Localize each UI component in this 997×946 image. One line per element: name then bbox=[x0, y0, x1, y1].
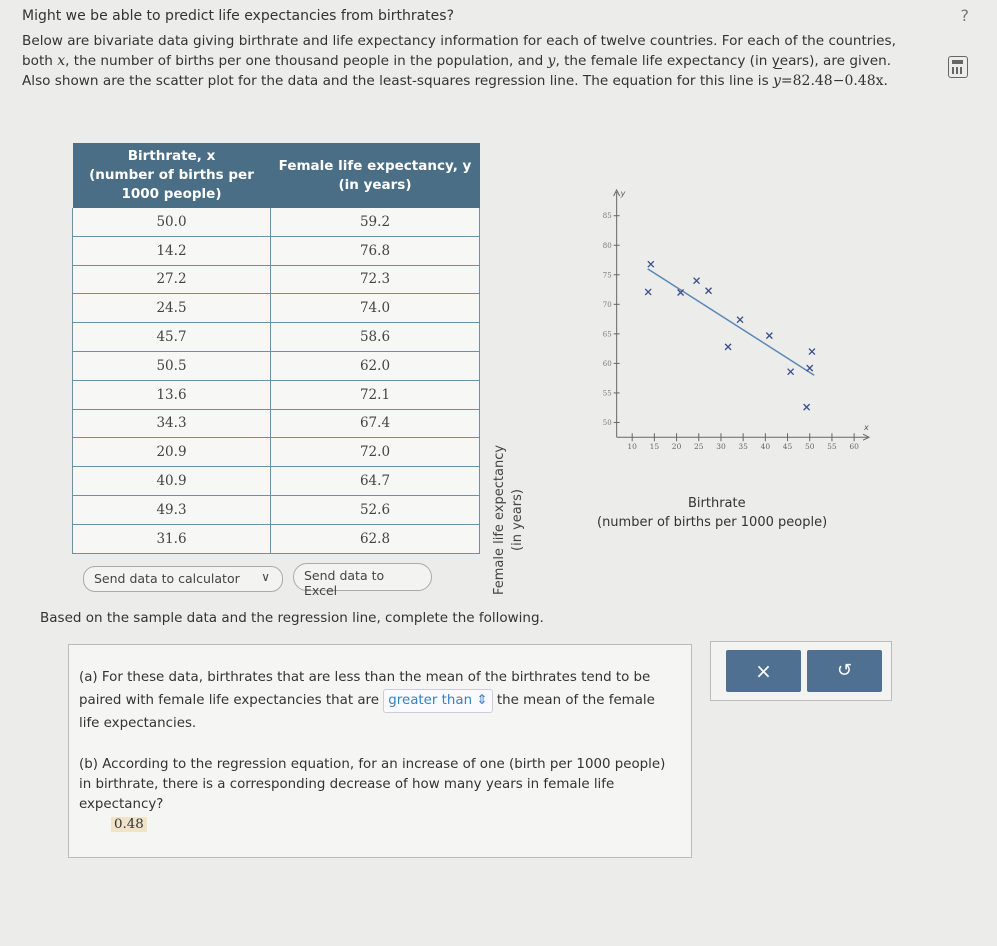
data-point bbox=[694, 278, 700, 284]
question-box bbox=[68, 644, 692, 858]
col1-line3: 1000 people) bbox=[121, 186, 222, 202]
data-point bbox=[809, 349, 815, 355]
table-row bbox=[73, 236, 480, 265]
instruction-text: Based on the sample data and the regression line, complete the following. bbox=[40, 610, 544, 626]
birthrate-cell: 24.5 bbox=[73, 294, 271, 323]
regression-equation bbox=[773, 73, 888, 89]
var-x: x bbox=[57, 53, 66, 69]
table-row bbox=[73, 495, 480, 524]
table-row bbox=[73, 294, 480, 323]
birthrate-cell: 40.9 bbox=[73, 467, 271, 496]
data-point bbox=[766, 333, 772, 339]
y-tick-label: 70 bbox=[602, 300, 612, 309]
part-b-text: According to the regression equation, for an increase of one (birth per 1000 people) in birthrate, there is a corresponding decrease of how many years in female life expectancy? bbox=[79, 757, 666, 812]
life-expectancy-cell: 72.1 bbox=[271, 380, 480, 409]
data-point bbox=[737, 317, 743, 323]
birthrate-cell: 34.3 bbox=[73, 409, 271, 438]
intro-text-1: Below are bivariate data giving birthrate and life expectancy information for each of twelve countries. For each of the countries, both bbox=[22, 33, 896, 69]
select-arrows-icon: ⇕ bbox=[476, 693, 488, 708]
data-point bbox=[645, 289, 651, 295]
equation-rhs: =82.48−0.48x. bbox=[780, 73, 888, 89]
help-icon[interactable]: ? bbox=[960, 6, 969, 25]
x-axis-label-line1: Birthrate bbox=[688, 496, 746, 511]
table-row bbox=[73, 351, 480, 380]
birthrate-cell: 49.3 bbox=[73, 495, 271, 524]
col1-line1: Birthrate, x bbox=[127, 148, 216, 164]
intro-text-2: , the number of births per one thousand people in the population, and bbox=[65, 53, 548, 69]
y-tick-label: 75 bbox=[602, 271, 612, 280]
life-expectancy-cell: 72.0 bbox=[271, 438, 480, 467]
birthrate-cell: 45.7 bbox=[73, 323, 271, 352]
x-tick-label: 50 bbox=[804, 442, 815, 452]
col-header-life-expectancy bbox=[271, 143, 480, 208]
x-tick-label: 10 bbox=[627, 442, 637, 452]
birthrate-cell: 31.6 bbox=[73, 524, 271, 553]
part-a-text-1: For these data, birthrates that are less than the mean of the birthrates tend to be paired with female life expectancies that are bbox=[79, 670, 651, 708]
life-expectancy-cell: 72.3 bbox=[271, 265, 480, 294]
table-row bbox=[73, 380, 480, 409]
chevron-down-icon: ∨ bbox=[261, 570, 270, 584]
answer-input[interactable]: 0.48 bbox=[111, 817, 147, 832]
x-tick-label: 55 bbox=[827, 442, 837, 452]
var-y: y bbox=[547, 53, 556, 69]
table-row bbox=[73, 524, 480, 553]
life-expectancy-cell: 62.0 bbox=[271, 351, 480, 380]
data-point bbox=[706, 288, 712, 294]
life-expectancy-cell: 74.0 bbox=[271, 294, 480, 323]
x-tick-label: 40 bbox=[760, 442, 771, 452]
y-tick-label: 85 bbox=[602, 212, 612, 221]
birthrate-cell: 13.6 bbox=[73, 380, 271, 409]
x-tick-label: 20 bbox=[671, 442, 682, 452]
part-a-text-2: the mean of the female life expectancies. bbox=[79, 693, 655, 731]
comparison-select[interactable] bbox=[383, 689, 492, 713]
intro-paragraph bbox=[22, 31, 902, 91]
part-a-label: (a) bbox=[79, 670, 98, 685]
birthrate-cell: 14.2 bbox=[73, 236, 271, 265]
table-row bbox=[73, 409, 480, 438]
life-expectancy-cell: 58.6 bbox=[271, 323, 480, 352]
x-tick-label: 15 bbox=[649, 442, 660, 452]
data-point bbox=[648, 261, 654, 267]
part-b bbox=[79, 755, 679, 835]
question-title: Might we be able to predict life expectancies from birthrates? bbox=[22, 8, 455, 24]
y-tick-label: 65 bbox=[602, 330, 612, 339]
undo-button[interactable]: ↺ bbox=[807, 650, 882, 692]
y-axis-variable: y bbox=[620, 189, 626, 198]
table-row bbox=[73, 438, 480, 467]
life-expectancy-cell: 64.7 bbox=[271, 467, 480, 496]
life-expectancy-cell: 67.4 bbox=[271, 409, 480, 438]
life-expectancy-cell: 76.8 bbox=[271, 236, 480, 265]
x-tick-label: 45 bbox=[782, 442, 793, 452]
x-tick-label: 30 bbox=[716, 442, 726, 452]
regression-line bbox=[648, 269, 814, 375]
y-axis-label-line2: (in years) bbox=[510, 489, 525, 551]
table-row bbox=[73, 208, 480, 236]
table-row bbox=[73, 265, 480, 294]
intro-text-3: , the female life expectancy (in years), are given. Also shown are the scatter plot for the data and the least-squares regression line. The equation for this line is bbox=[22, 53, 892, 89]
col2-line2: (in years) bbox=[338, 176, 412, 193]
data-point bbox=[788, 369, 794, 375]
table-row bbox=[73, 323, 480, 352]
send-calc-label: Send data to calculator bbox=[94, 571, 240, 586]
send-to-excel-button[interactable]: Send data to Excel bbox=[293, 563, 432, 591]
calculator-icon[interactable] bbox=[948, 56, 968, 78]
data-point bbox=[725, 344, 731, 350]
y-axis-label-line1: Female life expectancy bbox=[492, 444, 507, 596]
data-point bbox=[804, 404, 810, 410]
y-tick-label: 55 bbox=[602, 389, 612, 398]
col1-line2: (number of births per bbox=[89, 167, 254, 183]
birthrate-cell: 20.9 bbox=[73, 438, 271, 467]
birthrate-cell: 50.5 bbox=[73, 351, 271, 380]
life-expectancy-cell: 52.6 bbox=[271, 495, 480, 524]
x-tick-label: 25 bbox=[693, 442, 704, 452]
y-hat: y bbox=[772, 73, 781, 89]
birthrate-cell: 50.0 bbox=[73, 208, 271, 236]
data-table bbox=[72, 143, 480, 554]
x-axis-label-line2: (number of births per 1000 people) bbox=[597, 515, 828, 530]
col-header-birthrate bbox=[73, 143, 271, 208]
y-tick-label: 50 bbox=[602, 418, 612, 427]
y-tick-label: 80 bbox=[602, 241, 612, 250]
answer-button-panel bbox=[710, 641, 892, 701]
life-expectancy-cell: 62.8 bbox=[271, 524, 480, 553]
clear-button[interactable]: × bbox=[726, 650, 801, 692]
send-to-calculator-dropdown[interactable] bbox=[83, 566, 283, 592]
y-tick-label: 60 bbox=[602, 359, 612, 368]
part-a bbox=[79, 667, 679, 735]
x-axis-variable: x bbox=[864, 423, 869, 433]
col2-line1: Female life expectancy, y bbox=[278, 157, 472, 174]
table-row bbox=[73, 467, 480, 496]
birthrate-cell: 27.2 bbox=[73, 265, 271, 294]
data-point bbox=[807, 365, 813, 371]
comparison-select-value: greater than bbox=[388, 693, 473, 708]
x-tick-label: 35 bbox=[738, 442, 748, 452]
life-expectancy-cell: 59.2 bbox=[271, 208, 480, 236]
x-tick-label: 60 bbox=[849, 442, 859, 452]
part-b-label: (b) bbox=[79, 757, 98, 772]
